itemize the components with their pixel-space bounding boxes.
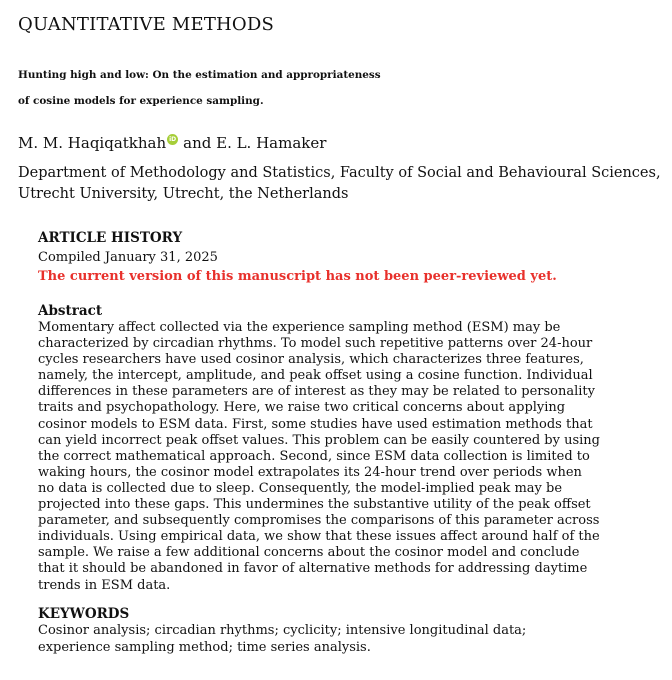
keywords-heading: KEYWORDS (38, 606, 130, 622)
abstract-line: namely, the intercept, amplitude, and peak offset using a cosine function. Individual (38, 368, 593, 384)
abstract-line: sample. We raise a few additional concerns about the cosinor model and conclude (38, 545, 580, 561)
keywords-line: experience sampling method; time series analysis. (38, 639, 371, 655)
abstract-line: parameter, and subsequently compromises the comparisons of this parameter across (38, 513, 600, 529)
keywords-line: Cosinor analysis; circadian rhythms; cyclicity; intensive longitudinal data; (38, 623, 527, 638)
author-list (18, 134, 326, 152)
abstract-line: trends in ESM data. (38, 577, 171, 593)
abstract-line: individuals. Using empirical data, we show that these issues affect around half of the (38, 529, 600, 545)
abstract-line: differences in these parameters are of interest as they may be related to personality (38, 384, 595, 400)
abstract-line: projected into these gaps. This undermines the substantive utility of the peak offset (38, 497, 591, 513)
abstract (38, 303, 658, 594)
abstract-line: waking hours, the cosinor model extrapolates its 24-hour trend over periods when (38, 464, 582, 480)
title-line: of cosine models for experience sampling. (18, 95, 264, 107)
section-label: QUANTITATIVE METHODS (18, 14, 275, 35)
abstract-line: the correct mathematical approach. Second, since ESM data collection is limited to (38, 448, 590, 464)
peer-review-notice: The current version of this manuscript has not been peer-reviewed yet. (38, 269, 557, 284)
abstract-line: characterized by circadian rhythms. To model such repetitive patterns over 24-hour (38, 336, 593, 352)
abstract-line: that it should be abandoned in favor of alternative methods for addressing daytime (38, 561, 588, 577)
author-name: and E. L. Hamaker (183, 134, 327, 152)
abstract-line: cosinor models to ESM data. First, some studies have used estimation methods that (38, 416, 593, 432)
abstract-line: can yield incorrect peak offset values. This problem can be easily countered by using (38, 432, 600, 448)
author-name: M. M. Haqiqatkhah (18, 134, 167, 152)
abstract-line: traits and psychopathology. Here, we raise two critical concerns about applying (38, 400, 566, 416)
abstract-line: no data is collected due to sleep. Consequently, the model-implied peak may be (38, 480, 563, 496)
affiliation-line: Department of Methodology and Statistics, Faculty of Social and Behavioural Sciences, (18, 165, 661, 181)
abstract-heading: Abstract (38, 303, 103, 319)
title-line: Hunting high and low: On the estimation and appropriateness (18, 69, 381, 81)
affiliation (18, 163, 661, 205)
paper-title (18, 62, 668, 114)
affiliation-line: Utrecht University, Utrecht, the Netherlands (18, 186, 349, 202)
orcid-icon[interactable]: iD (169, 136, 177, 143)
abstract-line: cycles researchers have used cosinor analysis, which characterizes three features, (38, 352, 584, 368)
article-history-heading: ARTICLE HISTORY (38, 230, 183, 246)
article-history (38, 229, 658, 286)
keywords (38, 605, 658, 656)
compiled-date: Compiled January 31, 2025 (38, 250, 218, 265)
abstract-line: Momentary affect collected via the experience sampling method (ESM) may be (38, 320, 561, 335)
